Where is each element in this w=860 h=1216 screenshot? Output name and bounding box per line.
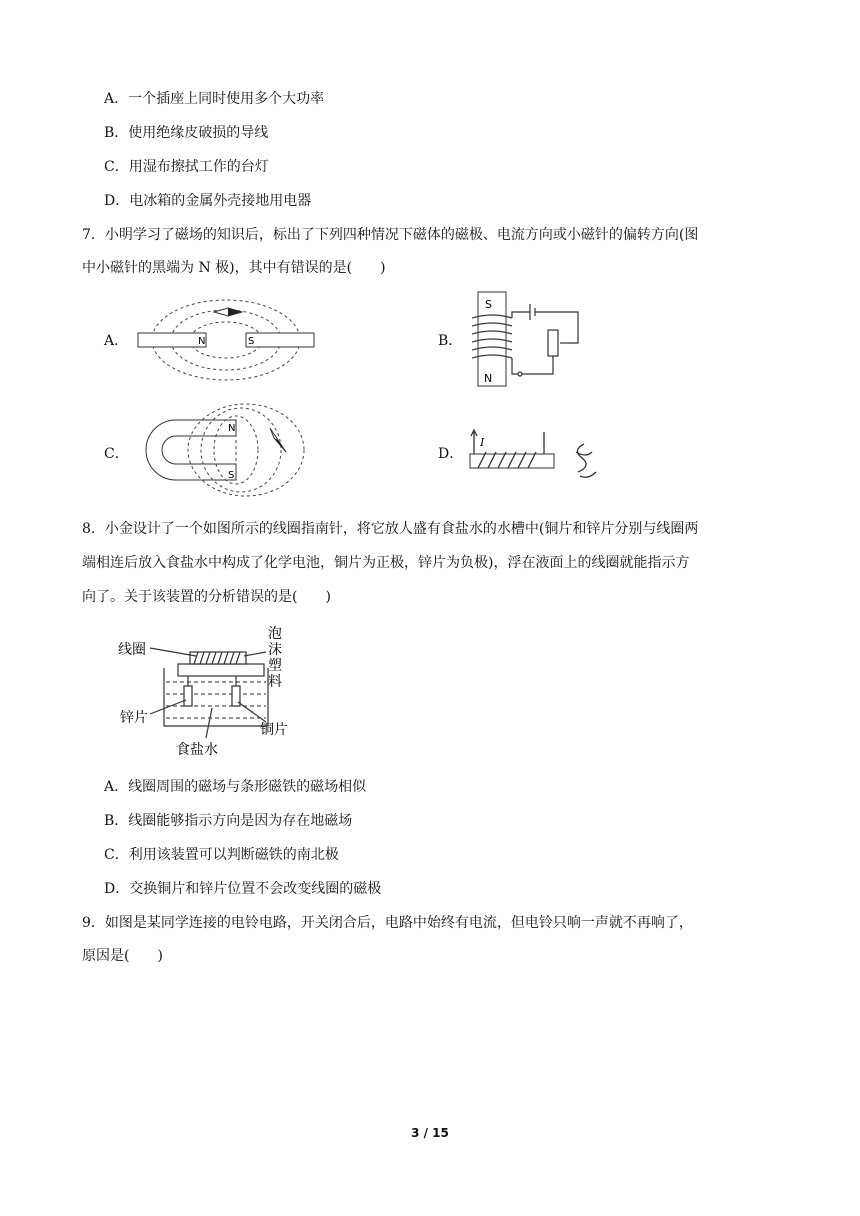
q7-label-c: C．: [104, 446, 129, 462]
q7-label-a: A．: [104, 333, 129, 349]
q7a-pole-left: N: [198, 336, 206, 347]
q8-option-a: A．线圈周围的磁场与条形磁铁的磁场相似: [104, 779, 367, 795]
q7-label-d: D．: [438, 446, 464, 462]
q8-label-zinc: 锌片: [120, 710, 148, 726]
q8-label-foam-2: 沫: [268, 642, 282, 658]
q8-option-b: B．线圈能够指示方向是因为存在地磁场: [104, 813, 353, 829]
q8-label-foam-4: 料: [268, 674, 282, 690]
q7-stem-line2: 中小磁针的黑端为 N 极)，其中有错误的是( ): [82, 260, 386, 276]
q7b-pole-bottom: N: [484, 372, 493, 385]
q8-label-salt-water: 食盐水: [176, 742, 218, 758]
q7-figure-a: [136, 296, 316, 384]
q6-option-d: D．电冰箱的金属外壳接地用电器: [104, 193, 312, 209]
q8-label-foam-1: 泡: [268, 626, 282, 642]
q7c-pole-bottom: S: [228, 470, 235, 481]
q8-stem-line3: 向了。关于该装置的分析错误的是( ): [82, 589, 331, 605]
q9-stem-line2: 原因是( ): [82, 948, 163, 964]
q7a-pole-right: S: [248, 336, 255, 347]
q7-figure-b: [468, 290, 588, 390]
q8-label-copper: 铜片: [260, 722, 288, 738]
q8-option-c: C．利用该装置可以判断磁铁的南北极: [104, 847, 339, 863]
q7-stem-line1: 7．小明学习了磁场的知识后，标出了下列四种情况下磁体的磁极、电流方向或小磁针的偏转方向(图: [82, 227, 699, 243]
q8-stem-line2: 端相连后放入食盐水中构成了化学电池，铜片为正极，锌片为负极)，浮在液面上的线圈就能指示方: [82, 555, 690, 571]
q9-stem-line1: 9．如图是某同学连接的电铃电路，开关闭合后，电路中始终有电流，但电铃只响一声就不再响了，: [82, 915, 693, 931]
q7d-current-label: I: [480, 436, 485, 449]
q6-option-b: B．使用绝缘皮破损的导线: [104, 125, 269, 141]
q7c-pole-top: N: [228, 423, 236, 434]
q8-label-foam-3: 塑: [268, 658, 282, 674]
q8-option-d: D．交换铜片和锌片位置不会改变线圈的磁极: [104, 881, 382, 897]
page-number: 3 / 15: [411, 1126, 449, 1140]
q8-figure-coil-compass: [116, 622, 306, 762]
q7b-pole-top: S: [485, 298, 492, 311]
q7-figure-d: [468, 424, 608, 494]
q8-stem-line1: 8．小金设计了一个如图所示的线圈指南针，将它放人盛有食盐水的水槽中(铜片和锌片分别与线圈两: [82, 521, 699, 537]
q6-option-a: A．一个插座上同时使用多个大功率: [104, 91, 325, 107]
q8-label-coil: 线圈: [118, 642, 146, 658]
q7-figure-c: [136, 400, 306, 500]
q7-label-b: B．: [438, 333, 463, 349]
q6-option-c: C．用湿布擦拭工作的台灯: [104, 159, 269, 175]
